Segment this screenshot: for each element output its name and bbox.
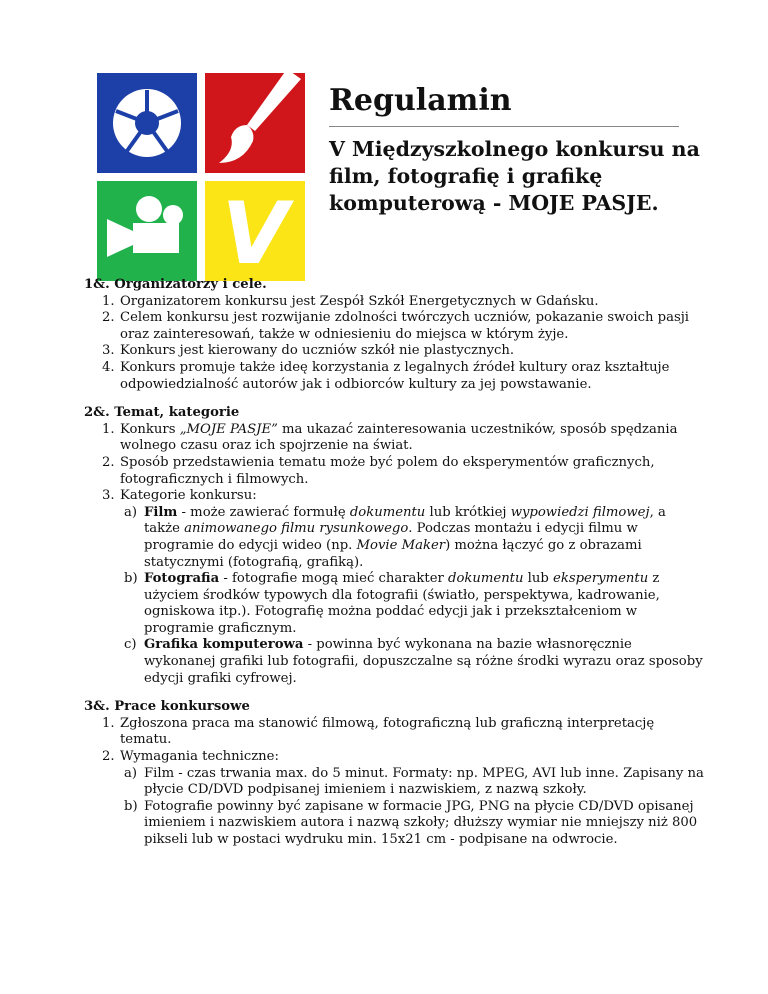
- requirement-film: a) Film - czas trwania max. do 5 minut. Formaty: np. MPEG, AVI lub inne. Zapisany na płycie CD/DVD podpisanej imieniem i nazwiskiem, z nazwą szkoły.: [124, 765, 704, 798]
- list-item: 1. Zgłoszona praca ma stanowić filmową, fotograficzną lub graficzną interpretację tematu.: [102, 715, 655, 748]
- video-camera-icon: [97, 181, 197, 281]
- list-item: 2. Wymagania techniczne: a) Film - czas trwania max. do 5 minut. Formaty: np. MPEG, AVI lub inne. Zapisany na płycie CD/DVD podpisanej imieniem i nazwiskiem, z nazwą szkoły. b) Fotografie powinny być zapisane w formacie JPG, PNG na płycie CD/DVD opisanej imieniem i nazwiskiem autora i nazwą szkoły; dłuższy wymiar nie mniejszy niż 800 pikseli lub w postaci wydruku min. 15x21 cm - podpisane na odwrocie.: [102, 749, 704, 847]
- logo-letter-v: [205, 181, 305, 281]
- contest-logo: [97, 73, 305, 281]
- list-item: 3. Kategorie konkursu: a) Film - może zawierać formułę dokumentu lub krótkiej wypowiedzi filmowej, a także animowanego filmu rysunkowego. Podczas montażu i edycji filmu w programie do edycji wideo (np. Movie Maker) można łączyć go z obrazami statycznymi (fotografią, grafiką). b) Fotografia - fotografie mogą mieć charakter dokumentu lub eksperymentu z użyciem środków typowych dla fotografii (światło, perspektywa, kadrowanie, ogniskowa itp.). Fotografię można poddać edycji jak i przekształceniom w programie graficznym. c) Grafika komputerowa - powinna być wykonana na bazie własnoręcznie wykonanej grafiki lub fotografii, dopuszczalne są różne środki wyrazu oraz sposoby edycji grafiki cyfrowej.: [102, 488, 703, 686]
- section-heading: 3&. Prace konkursowe: [84, 699, 250, 715]
- section-heading: 2&. Temat, kategorie: [84, 405, 240, 421]
- list-item: 1. Organizatorem konkursu jest Zespół Szkół Energetycznych w Gdańsku.: [102, 293, 599, 309]
- paintbrush-icon: [205, 73, 305, 173]
- list-item: 1. Konkurs „MOJE PASJE” ma ukazać zainteresowania uczestników, sposób spędzania wolnego czasu oraz ich spojrzenie na świat.: [102, 421, 678, 454]
- list-item: 2. Celem konkursu jest rozwijanie zdolności twórczych uczniów, pokazanie swoich pasji oraz zainteresowań, także w odniesieniu do miejsca w którym żyje.: [102, 310, 690, 342]
- list-item: 3. Konkurs jest kierowany do uczniów szkół nie plastycznych.: [102, 343, 515, 359]
- page-title: Regulamin: [329, 83, 512, 118]
- section-theme-categories: [84, 405, 704, 687]
- svg-text:V: V: [221, 184, 289, 281]
- section-entries: [84, 699, 704, 848]
- category-photography: b) Fotografia - fotografie mogą mieć charakter dokumentu lub eksperymentu z użyciem środków typowych dla fotografii (światło, perspektywa, kadrowanie, ogniskowa itp.). Fotografię można poddać edycji jak i przekształceniom w programie graficznym.: [124, 571, 660, 636]
- camera-shutter-icon: [97, 73, 197, 173]
- section-organizers: [84, 277, 704, 393]
- list-item: 2. Sposób przedstawienia tematu może być polem do eksperymentów graficznych, fotograficznych i filmowych.: [102, 454, 655, 487]
- category-film: a) Film - może zawierać formułę dokumentu lub krótkiej wypowiedzi filmowej, a także animowanego filmu rysunkowego. Podczas montażu i edycji filmu w programie do edycji wideo (np. Movie Maker) można łączyć go z obrazami statycznymi (fotografią, grafiką).: [124, 504, 666, 570]
- category-computer-graphics: c) Grafika komputerowa - powinna być wykonana na bazie własnoręcznie wykonanej grafiki lub fotografii, dopuszczalne są różne środki wyrazu oraz sposoby edycji grafiki cyfrowej.: [124, 637, 703, 686]
- page-subtitle: V Międzyszkolnego konkursu na film, fotografię i grafikę komputerową - MOJE PASJE.: [329, 137, 700, 215]
- title-divider: [329, 126, 679, 127]
- regulations-body: [84, 277, 704, 861]
- requirement-photo: b) Fotografie powinny być zapisane w formacie JPG, PNG na płycie CD/DVD opisanej imieniem i nazwiskiem autora i nazwą szkoły; dłuższy wymiar nie mniejszy niż 800 pikseli lub w postaci wydruku min. 15x21 cm - podpisane na odwrocie.: [124, 798, 698, 847]
- list-item: 4. Konkurs promuje także ideę korzystania z legalnych źródeł kultury oraz kształtuje odpowiedzialność autorów jak i odbiorców kultury za jej powstawanie.: [102, 359, 670, 392]
- section-heading: 1&. Organizatorzy i cele.: [84, 277, 267, 292]
